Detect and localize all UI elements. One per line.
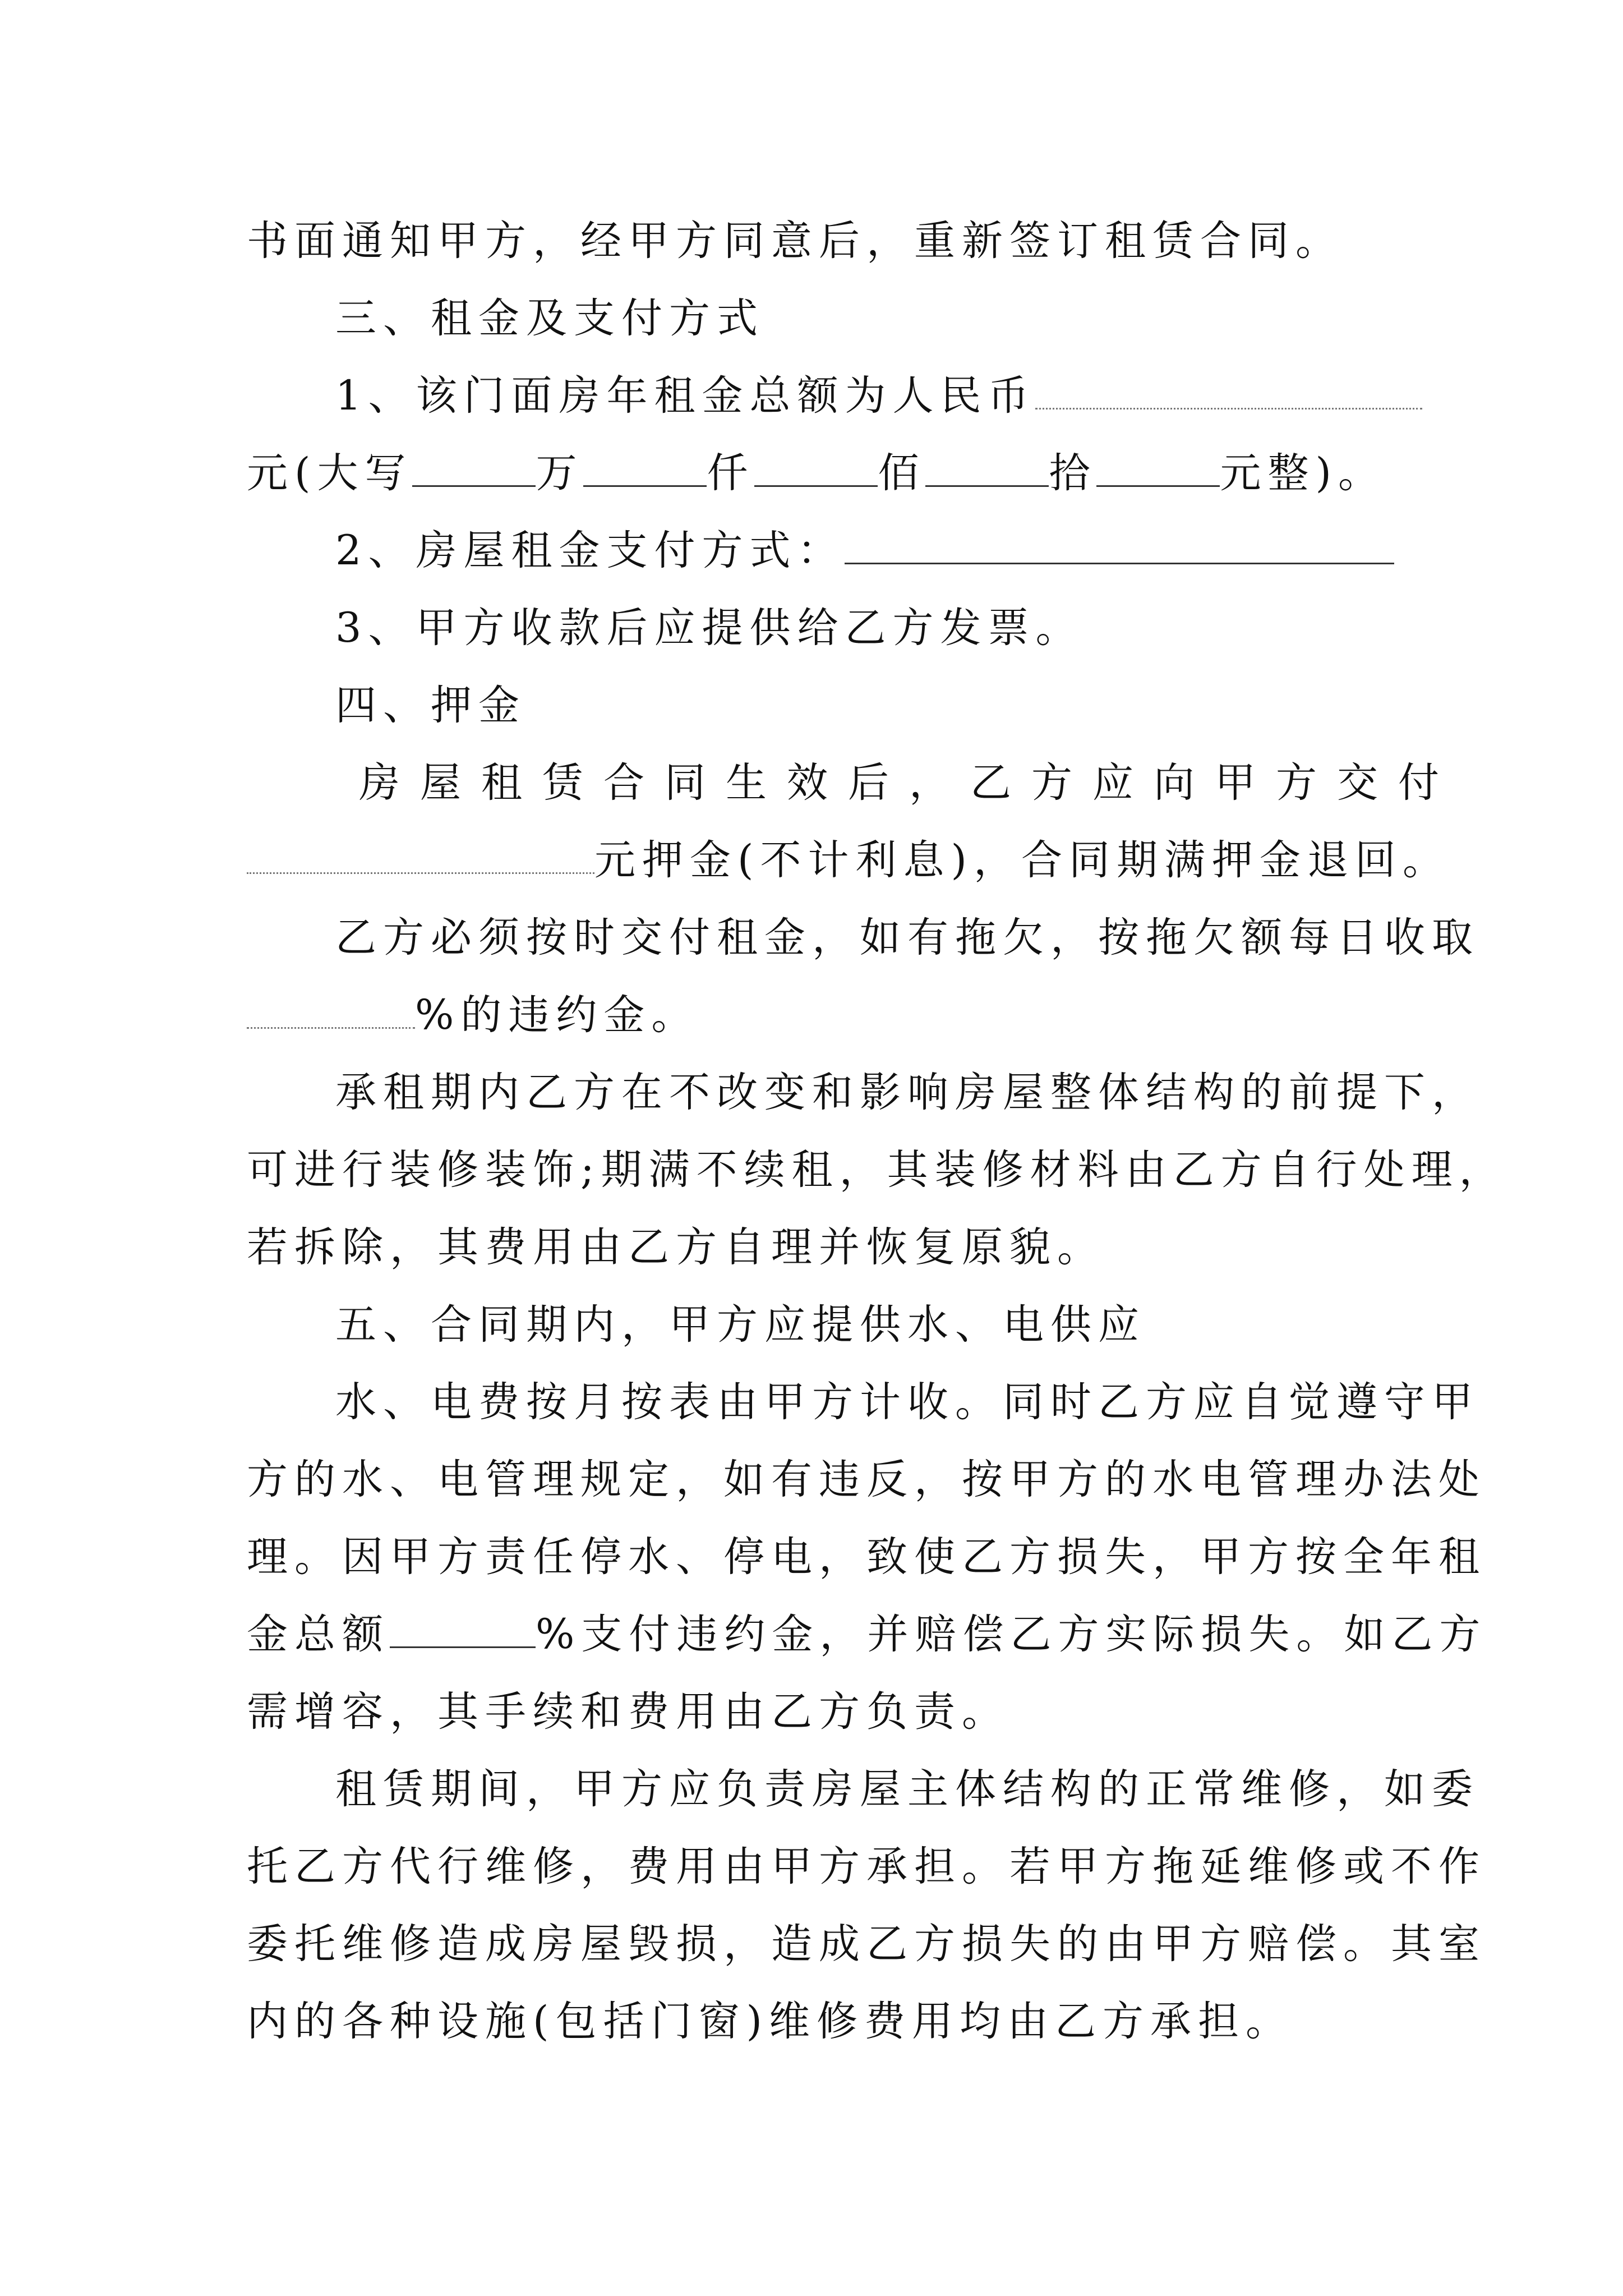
- bai-label: 佰: [878, 449, 926, 497]
- paragraph-line: 方的水、电管理规定，如有违反，按甲方的水电管理办法处: [247, 1456, 1486, 1503]
- paragraph-line: 需增容，其手续和费用由乙方负责。: [247, 1688, 1009, 1736]
- paragraph-line: [335, 517, 1394, 585]
- deposit-text: 元押金(不计利息)，合同期满押金退回。: [594, 836, 1450, 884]
- paragraph-line: 租赁期间，甲方应负责房屋主体结构的正常维修，如委: [335, 1765, 1479, 1813]
- utility-penalty-text: %支付违约金，并赔偿乙方实际损失。如乙方: [536, 1611, 1487, 1658]
- total-rent-label: 金总额: [247, 1611, 390, 1658]
- paragraph-line: 房屋租赁合同生效后，乙方应向甲方交付: [359, 759, 1459, 807]
- bai-blank: [754, 452, 878, 487]
- penalty-rate-blank: [247, 993, 415, 1029]
- shi-blank: [925, 452, 1049, 487]
- rent-amount-label: 1、该门面房年租金总额为人民币: [335, 372, 1036, 420]
- paragraph-line: 理。因甲方责任停水、停电，致使乙方损失，甲方按全年租: [247, 1533, 1486, 1581]
- uppercase-label: 元(大写: [247, 449, 413, 497]
- qian-label: 仟: [707, 449, 755, 497]
- paragraph-line: 若拆除，其费用由乙方自理并恢复原貌。: [247, 1223, 1105, 1271]
- section-heading-utilities: 五、合同期内，甲方应提供水、电供应: [335, 1301, 1146, 1349]
- paragraph-line: [247, 440, 1386, 507]
- paragraph-line: 委托维修造成房屋毁损，造成乙方损失的由甲方赔偿。其室: [247, 1920, 1486, 1968]
- rent-amount-blank: [1035, 374, 1422, 409]
- paragraph-line: 书面通知甲方，经甲方同意后，重新签订租赁合同。: [247, 217, 1343, 265]
- payment-method-blank: [845, 529, 1394, 564]
- paragraph-line: 内的各种设施(包括门窗)维修费用均由乙方承担。: [247, 1998, 1293, 2045]
- paragraph-line: 托乙方代行维修，费用由甲方承担。若甲方拖延维修或不作: [247, 1843, 1486, 1890]
- shi-label: 拾: [1049, 449, 1097, 497]
- section-heading-deposit: 四、押金: [335, 682, 526, 729]
- paragraph-line: 水、电费按月按表由甲方计收。同时乙方应自觉遵守甲: [335, 1378, 1479, 1426]
- paragraph-line: [247, 982, 699, 1049]
- wan-label: 万: [536, 449, 584, 497]
- paragraph-line: 3、甲方收款后应提供给乙方发票。: [335, 604, 1083, 652]
- penalty-text: %的违约金。: [415, 991, 699, 1039]
- utility-penalty-blank: [390, 1613, 536, 1648]
- yuan-zheng-label: 元整)。: [1220, 449, 1386, 497]
- deposit-amount-blank: [247, 839, 594, 874]
- qian-blank: [583, 452, 707, 487]
- wan-blank: [412, 452, 536, 487]
- payment-method-label: 2、房屋租金支付方式：: [335, 527, 845, 574]
- paragraph-line: 可进行装修装饰;期满不续租，其装修材料由乙方自行处理，: [247, 1146, 1507, 1194]
- paragraph-line: [335, 362, 1422, 430]
- section-heading-rent: 三、租金及支付方式: [335, 295, 764, 342]
- paragraph-line: 承租期内乙方在不改变和影响房屋整体结构的前提下，: [335, 1069, 1479, 1116]
- paragraph-line: 乙方必须按时交付租金，如有拖欠，按拖欠额每日收取: [335, 914, 1479, 961]
- yuan-blank: [1096, 452, 1220, 487]
- paragraph-line: [247, 1601, 1487, 1668]
- paragraph-line: [247, 827, 1450, 894]
